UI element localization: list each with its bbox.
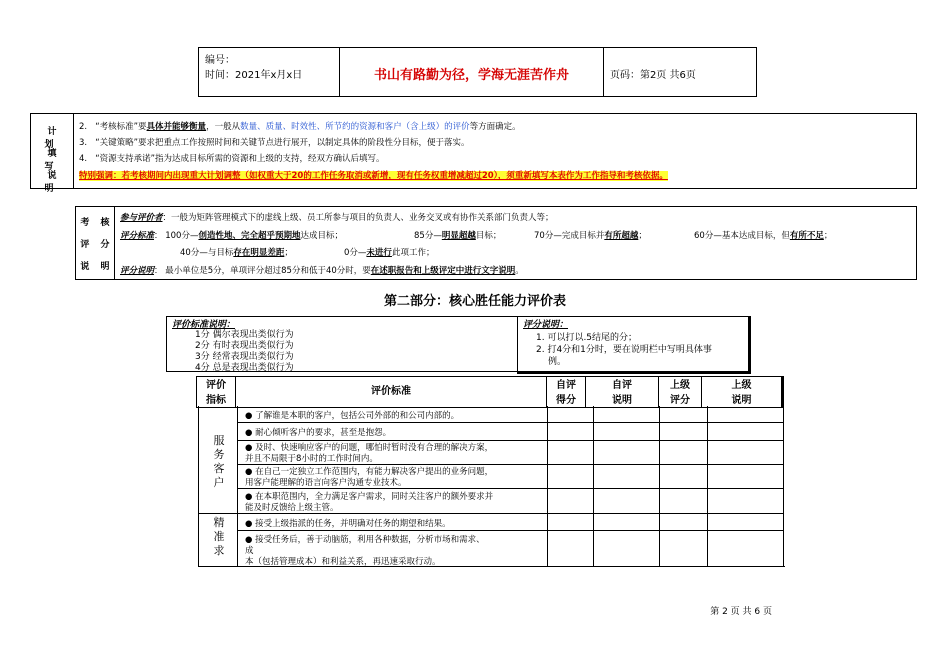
text: 目标；	[475, 231, 502, 241]
text: 70分—完成目标并	[534, 231, 605, 241]
plan-notes-box	[30, 113, 917, 194]
th-boss-note	[702, 377, 781, 407]
group-divider	[199, 513, 783, 514]
col-divider	[237, 406, 238, 566]
col-divider	[659, 406, 660, 566]
standard-0	[344, 246, 434, 258]
legend-score-item: 例。	[548, 357, 567, 367]
th-boss-score	[659, 377, 702, 407]
document-date: 时间：2021年x月x日	[205, 70, 303, 81]
standard-70	[534, 229, 647, 241]
cat-char: 求	[213, 544, 225, 557]
legend-standard-item: 2分 有时表现出类似行为	[195, 341, 294, 351]
row-divider	[237, 422, 783, 423]
criterion-row: ● 接受任务后，善于动脑筋，利用各种数据，分析市场和需求、	[245, 535, 485, 545]
standard-40	[180, 246, 293, 258]
th-text: 上级	[670, 380, 690, 391]
table-header	[196, 376, 784, 408]
plan-label-1: 计 划	[44, 127, 63, 150]
header-page-number: 页码：第2页 共6页	[610, 70, 696, 81]
header-motto-cell	[340, 48, 604, 96]
line-number: 4.	[79, 154, 88, 164]
row-divider	[237, 488, 783, 489]
legend-score	[517, 316, 751, 374]
score-label-3: 说 明	[80, 262, 114, 272]
header-motto: 书山有路勤为径，学海无涯苦作舟	[373, 68, 569, 83]
page-footer: 第 2 页 共 6 页	[710, 607, 772, 617]
section-title: 第二部分：核心胜任能力评价表	[383, 294, 566, 309]
criterion-row: ● 了解谁是本职的客户，包括公司外部的和公司内部的。	[245, 411, 460, 421]
plan-line-3	[79, 136, 470, 148]
emphasis: 创造性地、完全超乎预期地	[198, 231, 301, 241]
emphasis: 在述职报告和上级评定中进行文字说明	[370, 266, 516, 276]
text: ： 最小单位是5分，单项评分超过85分和低于40分时，要	[154, 266, 371, 276]
header-info-cell	[199, 48, 340, 96]
document-number: 编号：	[205, 55, 235, 66]
table-body	[198, 406, 785, 567]
th-text: 上级	[731, 380, 752, 391]
criterion-row: ● 耐心倾听客户的要求，甚至是抱怨。	[245, 428, 392, 438]
legend-standard-item: 1分 偶尔表现出类似行为	[195, 330, 294, 340]
th-text: 得分	[556, 395, 576, 406]
cat-char: 务	[213, 448, 225, 461]
criterion-row-cont: 并且不局限于8小时的工作时间内。	[245, 454, 378, 464]
highlight-text: 数量、质量、时效性、所节约的资源和客户（含上级）的评价	[240, 122, 470, 132]
emphasis: 未进行	[366, 248, 392, 258]
legend-score-item: 1. 可以打以.5结尾的分；	[536, 333, 638, 343]
text: 达成目标；	[300, 231, 343, 241]
plan-line-4	[79, 152, 385, 164]
category-service-customer	[209, 434, 229, 490]
th-text: 评价	[206, 380, 226, 391]
criterion-row-cont: 本（包括管理成本）和利益关系，再迅速采取行动。	[245, 557, 441, 567]
emphasis: 有所不足	[789, 231, 824, 241]
text: 此项工作；	[391, 248, 435, 258]
text: 等方面确定。	[469, 122, 521, 132]
standard-60	[694, 229, 832, 241]
emphasis: 具体并能够衡量	[146, 122, 207, 132]
criterion-row-cont: 能及时反馈给上级主管。	[245, 503, 339, 513]
cat-char: 精	[213, 516, 225, 529]
cat-char: 客	[213, 462, 225, 475]
text: ，一般从	[206, 122, 241, 132]
header-page-cell	[604, 48, 756, 96]
text: ： 100分—	[154, 231, 199, 241]
criterion-row-cont: 成	[245, 546, 254, 556]
label: 参与评价者	[120, 213, 163, 223]
th-text: 说明	[612, 395, 632, 406]
legend-score-item: 2. 打4分和1分时，要在说明栏中写明具体事	[536, 345, 712, 355]
text: ；	[284, 248, 293, 258]
cat-char: 服	[213, 434, 225, 447]
criterion-row: ● 在自己一定独立工作范围内，有能力解决客户提出的业务问题，	[245, 467, 494, 477]
standard-85	[414, 229, 501, 241]
text: ：一般为矩阵管理模式下的虚线上级、员工所参与项目的负责人、业务交叉或有协作关系部门负责人等；	[162, 213, 554, 223]
criterion-row: ● 及时、快速响应客户的问题，哪怕时暂时没有合理的解决方案，	[245, 443, 494, 453]
category-precise-request	[209, 516, 229, 558]
participants-line	[120, 211, 554, 223]
emphasis: 明显超越	[441, 231, 476, 241]
text: “关键策略”要求把重点工作按照时间和关键节点进行展开，以制定具体的阶段性分目标，便于落实。	[95, 138, 470, 148]
th-self-score	[547, 377, 586, 407]
legend-standard-item: 3分 经常表现出类似行为	[195, 352, 294, 362]
plan-label-2: 填 写	[44, 149, 63, 172]
score-notes-box	[75, 206, 917, 280]
text: ；	[823, 231, 833, 241]
line-number: 2.	[79, 122, 88, 132]
label: 评分说明	[120, 266, 155, 276]
th-self-note	[586, 377, 659, 407]
text: 85分—	[414, 231, 442, 241]
score-label-2: 评 分	[80, 240, 114, 250]
header-rule	[198, 96, 755, 97]
score-label-1: 考 核	[80, 218, 114, 228]
text: 0分—	[344, 248, 367, 258]
line-number: 3.	[79, 138, 88, 148]
col-divider	[707, 406, 708, 566]
page-header	[198, 47, 757, 97]
emphasis: 有所超越	[604, 231, 639, 241]
th-text: 评分	[670, 395, 690, 406]
row-divider	[237, 530, 783, 531]
criterion-row: ● 在本职范围内，全力满足客户需求，同时关注客户的额外要求并	[245, 492, 494, 502]
score-notes-label	[76, 207, 115, 279]
text: “资源支持承诺”指为达成目标所需的资源和上级的支持，经双方确认后填写。	[95, 154, 385, 164]
legend-standard	[166, 316, 518, 372]
text: 。	[515, 266, 524, 276]
legend-standard-title: 评价标准说明：	[172, 320, 236, 330]
standard-line	[120, 229, 343, 241]
label: 评分标准	[120, 231, 155, 241]
legend-score-title: 评分说明：	[523, 320, 569, 330]
legend-standard-item: 4分 总是表现出类似行为	[195, 363, 294, 372]
plan-warning	[79, 169, 668, 181]
col-divider	[593, 406, 594, 566]
text: ；	[638, 231, 647, 241]
col-divider	[783, 406, 784, 566]
criterion-row-cont: 用客户能理解的语言向客户沟通专业技术。	[245, 478, 407, 488]
th-standard	[236, 377, 547, 407]
th-text: 评价标准	[371, 386, 411, 397]
cat-char: 户	[213, 476, 225, 489]
th-text: 指标	[206, 395, 226, 406]
emphasis: 存在明显差距	[233, 248, 285, 258]
plan-notes-label	[31, 114, 74, 194]
text: 40分—与目标	[180, 248, 234, 258]
text: “考核标准”要	[95, 122, 147, 132]
th-text: 自评	[612, 380, 632, 391]
th-indicator	[197, 377, 236, 407]
text: 60分—基本达成目标，但	[694, 231, 790, 241]
plan-label-3: 说 明	[44, 171, 63, 194]
cat-char: 准	[213, 530, 225, 543]
warning-text: 特别强调：若考核期间内出现重大计划调整（如权重大于20的工作任务取消或新增，现有任务权重增减超过20），须重新填写本表作为工作指导和考核依据。	[79, 171, 668, 181]
criterion-row: ● 接受上级指派的任务，并明确对任务的期望和结果。	[245, 519, 451, 529]
explain-line	[120, 264, 524, 276]
th-text: 自评	[556, 380, 576, 391]
th-text: 说明	[731, 395, 752, 406]
col-divider	[547, 406, 548, 566]
plan-line-2	[79, 120, 521, 132]
